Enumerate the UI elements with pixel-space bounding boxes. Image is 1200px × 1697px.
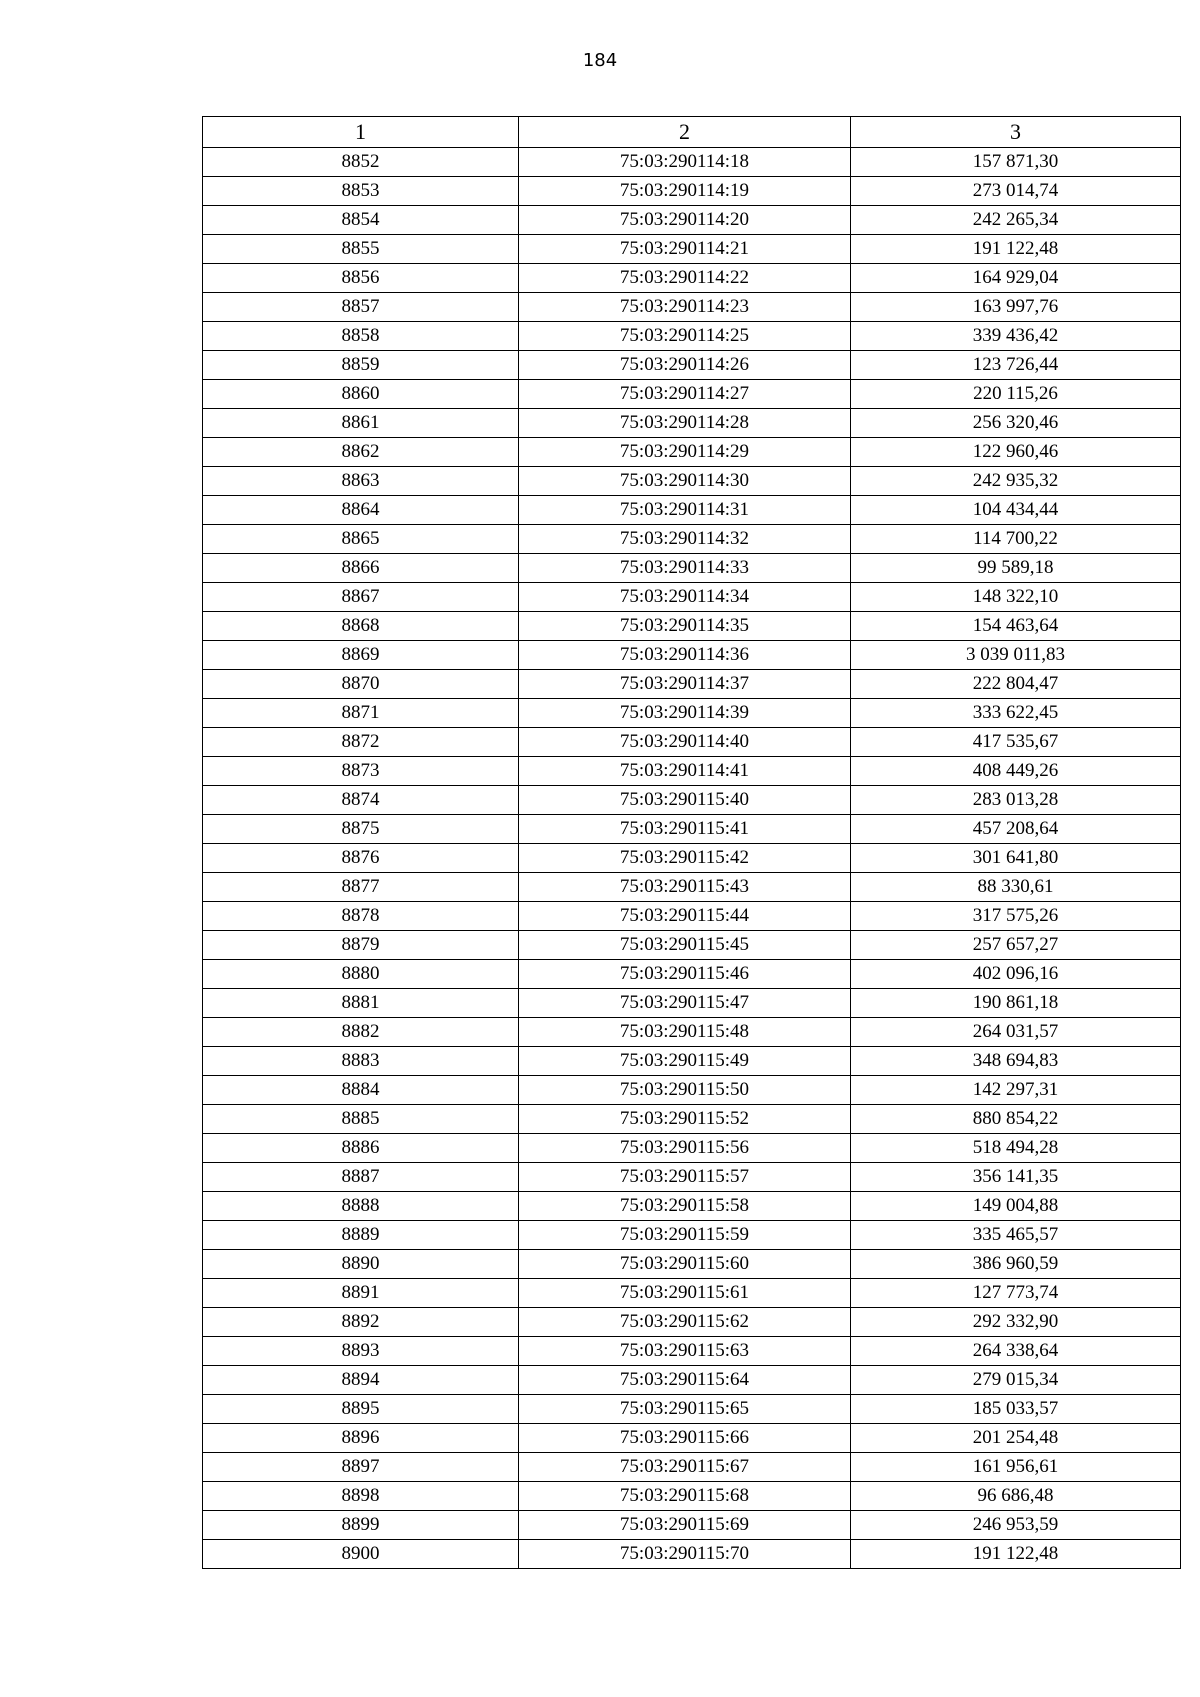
row-number-cell: 8870 — [203, 670, 519, 699]
page-number: 184 — [582, 50, 618, 71]
table-header — [203, 117, 1181, 148]
table-row — [203, 815, 1181, 844]
cadastral-number-cell: 75:03:290114:32 — [519, 525, 851, 554]
value-cell: 246 953,59 — [851, 1511, 1181, 1540]
data-table — [202, 116, 1181, 1569]
table-row — [203, 844, 1181, 873]
value-cell: 96 686,48 — [851, 1482, 1181, 1511]
value-cell: 190 861,18 — [851, 989, 1181, 1018]
row-number-cell: 8895 — [203, 1395, 519, 1424]
table-row — [203, 206, 1181, 235]
row-number-cell: 8868 — [203, 612, 519, 641]
cadastral-number-cell: 75:03:290115:59 — [519, 1221, 851, 1250]
table-row — [203, 525, 1181, 554]
value-cell: 88 330,61 — [851, 873, 1181, 902]
table-row — [203, 757, 1181, 786]
value-cell: 880 854,22 — [851, 1105, 1181, 1134]
value-cell: 301 641,80 — [851, 844, 1181, 873]
cadastral-number-cell: 75:03:290114:31 — [519, 496, 851, 525]
cadastral-number-cell: 75:03:290115:62 — [519, 1308, 851, 1337]
column-header-3: 3 — [851, 117, 1181, 148]
row-number-cell: 8867 — [203, 583, 519, 612]
row-number-cell: 8886 — [203, 1134, 519, 1163]
table-row — [203, 1308, 1181, 1337]
table-row — [203, 1076, 1181, 1105]
table-row — [203, 931, 1181, 960]
value-cell: 99 589,18 — [851, 554, 1181, 583]
row-number-cell: 8891 — [203, 1279, 519, 1308]
row-number-cell: 8872 — [203, 728, 519, 757]
cadastral-number-cell: 75:03:290115:42 — [519, 844, 851, 873]
table-row — [203, 293, 1181, 322]
table-row — [203, 1163, 1181, 1192]
cadastral-number-cell: 75:03:290114:18 — [519, 148, 851, 177]
table-row — [203, 786, 1181, 815]
cadastral-number-cell: 75:03:290114:28 — [519, 409, 851, 438]
value-cell: 279 015,34 — [851, 1366, 1181, 1395]
table-row — [203, 1047, 1181, 1076]
value-cell: 127 773,74 — [851, 1279, 1181, 1308]
table-row — [203, 177, 1181, 206]
cadastral-number-cell: 75:03:290114:22 — [519, 264, 851, 293]
table-row — [203, 438, 1181, 467]
value-cell: 339 436,42 — [851, 322, 1181, 351]
table-row — [203, 1337, 1181, 1366]
cadastral-number-cell: 75:03:290115:66 — [519, 1424, 851, 1453]
value-cell: 164 929,04 — [851, 264, 1181, 293]
cadastral-number-cell: 75:03:290115:65 — [519, 1395, 851, 1424]
value-cell: 154 463,64 — [851, 612, 1181, 641]
row-number-cell: 8873 — [203, 757, 519, 786]
row-number-cell: 8852 — [203, 148, 519, 177]
row-number-cell: 8889 — [203, 1221, 519, 1250]
value-cell: 122 960,46 — [851, 438, 1181, 467]
cadastral-number-cell: 75:03:290114:25 — [519, 322, 851, 351]
row-number-cell: 8882 — [203, 1018, 519, 1047]
value-cell: 335 465,57 — [851, 1221, 1181, 1250]
table-row — [203, 1540, 1181, 1569]
value-cell: 142 297,31 — [851, 1076, 1181, 1105]
cadastral-number-cell: 75:03:290114:36 — [519, 641, 851, 670]
value-cell: 317 575,26 — [851, 902, 1181, 931]
cadastral-number-cell: 75:03:290115:60 — [519, 1250, 851, 1279]
row-number-cell: 8861 — [203, 409, 519, 438]
value-cell: 149 004,88 — [851, 1192, 1181, 1221]
value-cell: 408 449,26 — [851, 757, 1181, 786]
table-row — [203, 409, 1181, 438]
row-number-cell: 8863 — [203, 467, 519, 496]
table-row — [203, 1018, 1181, 1047]
cadastral-number-cell: 75:03:290114:29 — [519, 438, 851, 467]
table-row — [203, 1366, 1181, 1395]
table-row — [203, 351, 1181, 380]
value-cell: 242 935,32 — [851, 467, 1181, 496]
table-row — [203, 960, 1181, 989]
cadastral-number-cell: 75:03:290114:27 — [519, 380, 851, 409]
cadastral-number-cell: 75:03:290115:43 — [519, 873, 851, 902]
row-number-cell: 8881 — [203, 989, 519, 1018]
row-number-cell: 8864 — [203, 496, 519, 525]
cadastral-number-cell: 75:03:290115:58 — [519, 1192, 851, 1221]
row-number-cell: 8875 — [203, 815, 519, 844]
row-number-cell: 8858 — [203, 322, 519, 351]
cadastral-number-cell: 75:03:290115:68 — [519, 1482, 851, 1511]
cadastral-number-cell: 75:03:290115:45 — [519, 931, 851, 960]
value-cell: 348 694,83 — [851, 1047, 1181, 1076]
value-cell: 157 871,30 — [851, 148, 1181, 177]
cadastral-number-cell: 75:03:290115:57 — [519, 1163, 851, 1192]
table-row — [203, 554, 1181, 583]
row-number-cell: 8883 — [203, 1047, 519, 1076]
table-row — [203, 1482, 1181, 1511]
value-cell: 283 013,28 — [851, 786, 1181, 815]
row-number-cell: 8880 — [203, 960, 519, 989]
value-cell: 242 265,34 — [851, 206, 1181, 235]
table-row — [203, 583, 1181, 612]
cadastral-number-cell: 75:03:290114:23 — [519, 293, 851, 322]
table-row — [203, 612, 1181, 641]
cadastral-number-cell: 75:03:290114:35 — [519, 612, 851, 641]
row-number-cell: 8857 — [203, 293, 519, 322]
value-cell: 257 657,27 — [851, 931, 1181, 960]
row-number-cell: 8854 — [203, 206, 519, 235]
value-cell: 222 804,47 — [851, 670, 1181, 699]
row-number-cell: 8862 — [203, 438, 519, 467]
table-row — [203, 1250, 1181, 1279]
cadastral-number-cell: 75:03:290115:63 — [519, 1337, 851, 1366]
value-cell: 273 014,74 — [851, 177, 1181, 206]
row-number-cell: 8866 — [203, 554, 519, 583]
table-row — [203, 1511, 1181, 1540]
cadastral-number-cell: 75:03:290115:52 — [519, 1105, 851, 1134]
table-row — [203, 1192, 1181, 1221]
row-number-cell: 8896 — [203, 1424, 519, 1453]
table-row — [203, 670, 1181, 699]
row-number-cell: 8865 — [203, 525, 519, 554]
table-row — [203, 380, 1181, 409]
table-header-row — [203, 117, 1181, 148]
cadastral-number-cell: 75:03:290115:49 — [519, 1047, 851, 1076]
row-number-cell: 8876 — [203, 844, 519, 873]
row-number-cell: 8879 — [203, 931, 519, 960]
row-number-cell: 8859 — [203, 351, 519, 380]
cadastral-number-cell: 75:03:290115:47 — [519, 989, 851, 1018]
table-row — [203, 264, 1181, 293]
row-number-cell: 8869 — [203, 641, 519, 670]
table-row — [203, 1395, 1181, 1424]
value-cell: 333 622,45 — [851, 699, 1181, 728]
value-cell: 292 332,90 — [851, 1308, 1181, 1337]
value-cell: 386 960,59 — [851, 1250, 1181, 1279]
table-row — [203, 1279, 1181, 1308]
row-number-cell: 8890 — [203, 1250, 519, 1279]
cadastral-number-cell: 75:03:290115:44 — [519, 902, 851, 931]
row-number-cell: 8860 — [203, 380, 519, 409]
row-number-cell: 8885 — [203, 1105, 519, 1134]
table-row — [203, 467, 1181, 496]
row-number-cell: 8855 — [203, 235, 519, 264]
value-cell: 417 535,67 — [851, 728, 1181, 757]
row-number-cell: 8871 — [203, 699, 519, 728]
cadastral-number-cell: 75:03:290115:69 — [519, 1511, 851, 1540]
value-cell: 104 434,44 — [851, 496, 1181, 525]
cadastral-number-cell: 75:03:290114:37 — [519, 670, 851, 699]
table-row — [203, 148, 1181, 177]
cadastral-number-cell: 75:03:290115:48 — [519, 1018, 851, 1047]
value-cell: 191 122,48 — [851, 235, 1181, 264]
table-row — [203, 1134, 1181, 1163]
value-cell: 3 039 011,83 — [851, 641, 1181, 670]
row-number-cell: 8894 — [203, 1366, 519, 1395]
cadastral-number-cell: 75:03:290114:41 — [519, 757, 851, 786]
cadastral-number-cell: 75:03:290115:64 — [519, 1366, 851, 1395]
cadastral-number-cell: 75:03:290115:46 — [519, 960, 851, 989]
row-number-cell: 8899 — [203, 1511, 519, 1540]
table-row — [203, 873, 1181, 902]
row-number-cell: 8884 — [203, 1076, 519, 1105]
cadastral-number-cell: 75:03:290114:30 — [519, 467, 851, 496]
table-row — [203, 1221, 1181, 1250]
value-cell: 191 122,48 — [851, 1540, 1181, 1569]
value-cell: 220 115,26 — [851, 380, 1181, 409]
value-cell: 264 338,64 — [851, 1337, 1181, 1366]
row-number-cell: 8892 — [203, 1308, 519, 1337]
cadastral-number-cell: 75:03:290114:21 — [519, 235, 851, 264]
cadastral-number-cell: 75:03:290114:39 — [519, 699, 851, 728]
row-number-cell: 8888 — [203, 1192, 519, 1221]
column-header-1: 1 — [203, 117, 519, 148]
value-cell: 148 322,10 — [851, 583, 1181, 612]
table-row — [203, 1105, 1181, 1134]
value-cell: 264 031,57 — [851, 1018, 1181, 1047]
column-header-2: 2 — [519, 117, 851, 148]
value-cell: 356 141,35 — [851, 1163, 1181, 1192]
cadastral-number-cell: 75:03:290115:50 — [519, 1076, 851, 1105]
cadastral-number-cell: 75:03:290114:33 — [519, 554, 851, 583]
table-row — [203, 728, 1181, 757]
table-row — [203, 641, 1181, 670]
row-number-cell: 8853 — [203, 177, 519, 206]
cadastral-number-cell: 75:03:290115:40 — [519, 786, 851, 815]
row-number-cell: 8893 — [203, 1337, 519, 1366]
table-body — [203, 148, 1181, 1569]
cadastral-number-cell: 75:03:290114:40 — [519, 728, 851, 757]
row-number-cell: 8898 — [203, 1482, 519, 1511]
table-row — [203, 235, 1181, 264]
table-row — [203, 699, 1181, 728]
cadastral-number-cell: 75:03:290114:34 — [519, 583, 851, 612]
table-row — [203, 902, 1181, 931]
table-row — [203, 1453, 1181, 1482]
row-number-cell: 8856 — [203, 264, 519, 293]
row-number-cell: 8877 — [203, 873, 519, 902]
row-number-cell: 8900 — [203, 1540, 519, 1569]
value-cell: 185 033,57 — [851, 1395, 1181, 1424]
value-cell: 163 997,76 — [851, 293, 1181, 322]
row-number-cell: 8874 — [203, 786, 519, 815]
cadastral-number-cell: 75:03:290115:67 — [519, 1453, 851, 1482]
table-row — [203, 1424, 1181, 1453]
value-cell: 518 494,28 — [851, 1134, 1181, 1163]
table-row — [203, 496, 1181, 525]
value-cell: 201 254,48 — [851, 1424, 1181, 1453]
row-number-cell: 8897 — [203, 1453, 519, 1482]
row-number-cell: 8887 — [203, 1163, 519, 1192]
value-cell: 402 096,16 — [851, 960, 1181, 989]
value-cell: 161 956,61 — [851, 1453, 1181, 1482]
row-number-cell: 8878 — [203, 902, 519, 931]
value-cell: 114 700,22 — [851, 525, 1181, 554]
cadastral-number-cell: 75:03:290114:20 — [519, 206, 851, 235]
cadastral-number-cell: 75:03:290115:56 — [519, 1134, 851, 1163]
cadastral-number-cell: 75:03:290114:19 — [519, 177, 851, 206]
value-cell: 457 208,64 — [851, 815, 1181, 844]
value-cell: 256 320,46 — [851, 409, 1181, 438]
table-row — [203, 322, 1181, 351]
cadastral-number-cell: 75:03:290114:26 — [519, 351, 851, 380]
table-row — [203, 989, 1181, 1018]
cadastral-number-cell: 75:03:290115:70 — [519, 1540, 851, 1569]
value-cell: 123 726,44 — [851, 351, 1181, 380]
cadastral-number-cell: 75:03:290115:41 — [519, 815, 851, 844]
cadastral-number-cell: 75:03:290115:61 — [519, 1279, 851, 1308]
